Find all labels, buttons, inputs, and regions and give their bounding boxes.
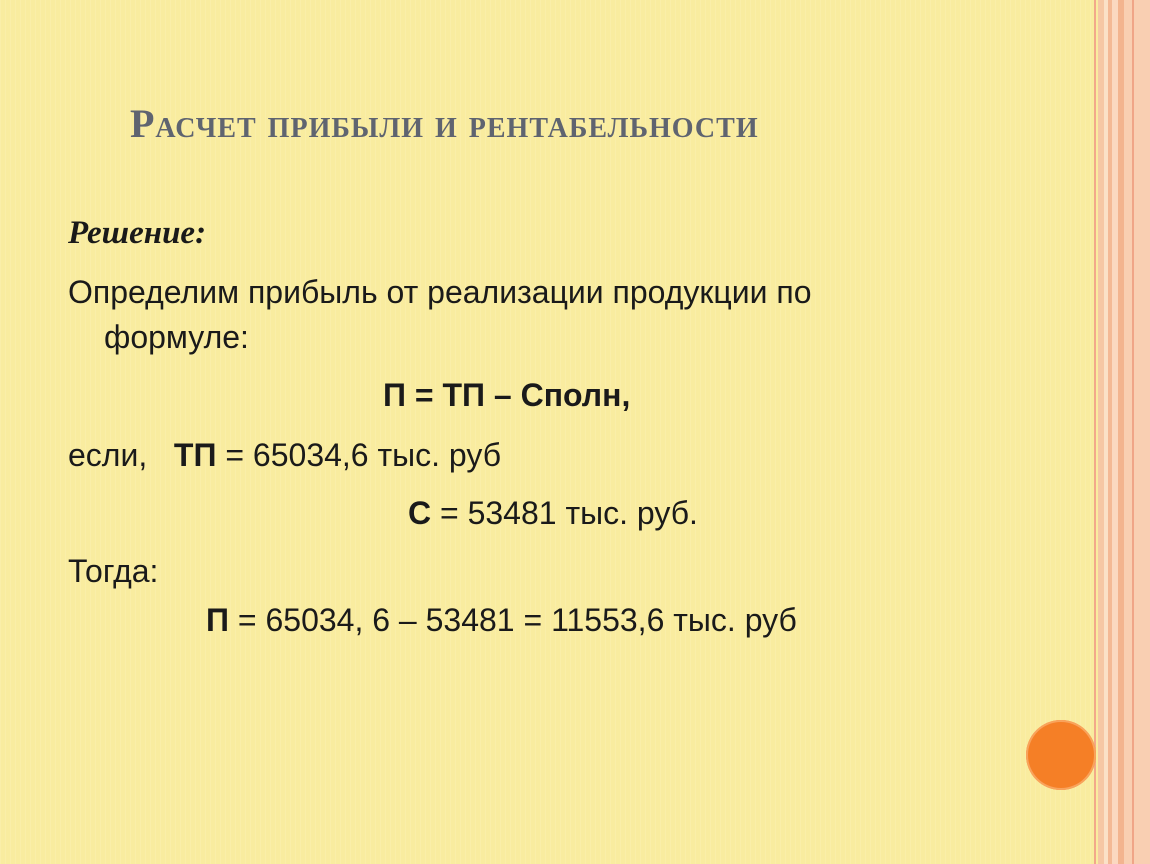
c-value: = 53481 тыс. руб. [431,495,698,531]
given-tp-line [68,437,501,474]
decorative-orange-circle [1026,720,1096,790]
decorative-side-stripes [1098,0,1150,864]
solution-label: Решение: [68,215,207,251]
slide-title: Расчет прибыли и рентабельности [130,101,759,146]
then-label: Тогда: [68,553,159,589]
if-prefix: если, [68,437,148,473]
tp-symbol: ТП [173,437,217,473]
result-line [206,602,797,639]
tp-value: = 65034,6 тыс. руб [216,437,502,473]
result-value: = 65034, 6 – 53481 = 11553,6 тыс. руб [229,602,797,638]
profit-formula: П = ТП – Сполн, [383,377,631,413]
intro-line-2: формуле: [104,319,249,355]
c-symbol: С [408,495,432,531]
intro-line-1: Определим прибыль от реализации продукции по [68,274,812,310]
p-symbol: П [206,602,229,638]
given-c-line [408,495,698,532]
